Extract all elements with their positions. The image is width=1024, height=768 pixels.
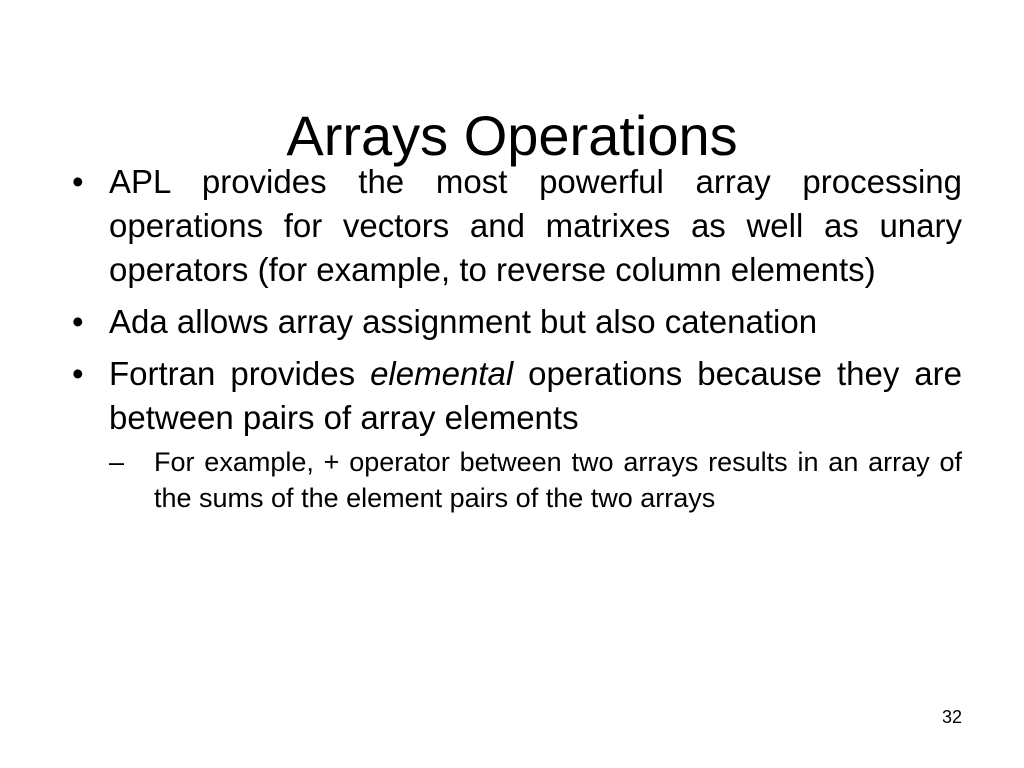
bullet-marker: • [72,303,84,340]
bullet-marker: • [72,355,84,392]
bullet-list [72,160,962,524]
bullet-item-apl [72,160,962,292]
sub-bullet-text: For example, + operator between two arrays results in an array of the sums of the element pairs of the two arrays [154,447,962,513]
bullet-text: APL provides the most powerful array processing operations for vectors and matrixes as well as unary operators (for example, to reverse column elements) [109,163,962,288]
bullet-text-end: operations because they are between pairs of array elements [109,355,963,436]
page-number: 32 [941,707,962,727]
bullet-text: Ada allows array assignment but also catenation [109,303,818,340]
bullet-text-start: Fortran provides [109,355,371,392]
sub-bullet-item [109,444,962,516]
bullet-marker: • [72,163,84,200]
emphasized-term: elemental [370,355,514,392]
sub-bullet-marker: – [109,447,125,477]
sub-bullet-list [109,444,962,516]
bullet-item-ada [72,300,962,344]
slide-title: Arrays Operations [286,103,738,167]
bullet-item-fortran [72,352,962,516]
